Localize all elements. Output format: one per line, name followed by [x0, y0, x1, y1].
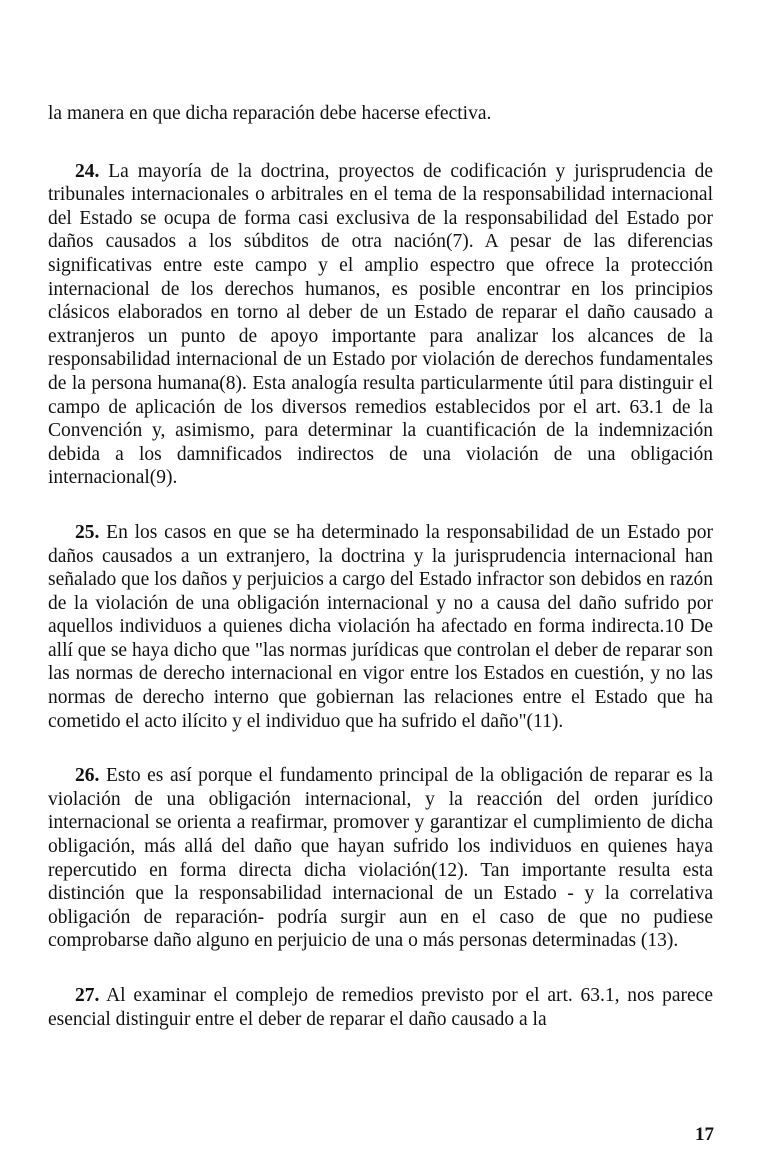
paragraph-text: Al examinar el complejo de remedios previsto por el art. 63.1, nos parece esencial distinguir entre el deber de reparar el daño causado a la [48, 985, 713, 1030]
paragraph-number: 26. [75, 765, 100, 787]
paragraph-25 [48, 521, 713, 733]
paragraph-text: La mayoría de la doctrina, proyectos de codificación y jurisprudencia de tribunales internacionales o arbitrales en el tema de la responsabilidad internacional del Estado se ocupa de forma casi exclusiva de la responsabilidad del Estado por daños causados a los súbditos de otra nación(7). A pesar de las diferencias significativas entre este campo y el amplio espectro que ofrece la protección internacional de los derechos humanos, es posible encontrar en los principios clásicos elaborados en torno al deber de un Estado de reparar el daño causado a extranjeros un punto de apoyo importante para analizar los alcances de la responsabilidad internacional de un Estado por violación de derechos fundamentales de la persona humana(8). Esta analogía resulta particularmente útil para distinguir el campo de aplicación de los diversos remedios establecidos por el art. 63.1 de la Convención y, asimismo, para determinar la cuantificación de la indemnización debida a los damnificados indirectos de una violación de una obligación internacional(9). [48, 160, 714, 489]
paragraph-text: En los casos en que se ha determinado la responsabilidad de un Estado por daños causados a un extranjero, la doctrina y la jurisprudencia internacional han señalado que los daños y perjuicios a cargo del Estado infractor son debidos en razón de la violación de una obligación internacional y no a causa del daño sufrido por aquellos individuos a quienes dicha violación ha afectado en forma indirecta.10 De allí que se haya dicho que "las normas jurídicas que controlan el deber de reparar son las normas de derecho internacional en vigor entre los Estados en cuestión, y no las normas de derecho interno que gobiernan las relaciones entre el Estado que ha cometido el acto ilícito y el individuo que ha sufrido el daño"(11). [48, 521, 713, 732]
document-page [48, 102, 713, 1031]
paragraph-number: 27. [75, 985, 100, 1006]
paragraph-27 [48, 984, 713, 1031]
paragraph-26 [48, 764, 713, 953]
paragraph-text: Esto es así porque el fundamento principal de la obligación de reparar es la violación de una obligación internacional, y la reacción del orden jurídico internacional se orienta a reafirmar, promover y garantizar el cumplimiento de dicha obligación, más allá del daño que hayan sufrido los individuos en quienes haya repercutido en forma directa dicha violación(12). Tan importante resulta esta distinción que la responsabilidad internacional de un Estado - y la correlativa obligación de reparación- podría surgir aun en el caso de que no pudiese comprobarse daño alguno en perjuicio de una o más personas determinadas (13). [48, 765, 714, 952]
page-number: 17 [695, 1124, 714, 1145]
paragraph-number: 24. [75, 160, 100, 182]
continuation-text: la manera en que dicha reparación debe hacerse efectiva. [48, 103, 492, 124]
paragraph-24 [48, 160, 713, 490]
paragraph-number: 25. [75, 521, 100, 543]
